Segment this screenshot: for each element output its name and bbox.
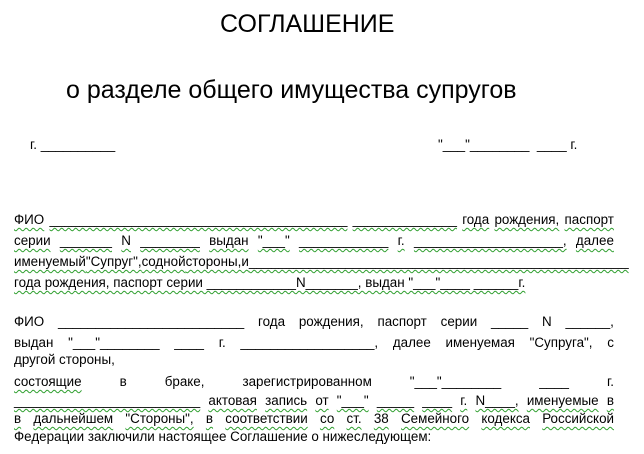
party2-line-3: другой стороны, <box>14 352 115 367</box>
party2-line-5: _________________________ актовая запись от "___" _____ ____ г. N____, именуемые в <box>14 393 614 408</box>
party2-line-2: выдан "___"________ ____ г. __________________, далее именуемая "Супруга", с <box>14 335 614 350</box>
party1-line-1: ФИО ________________________________________ ______________ года рождения, паспорт <box>14 212 614 227</box>
party2-line-1: ФИО _________________________ года рождения, паспорт серии _____ N ______, <box>14 314 614 329</box>
party1-line-2: серии _______ N ________ выдан "___" ____________ г. ____________________, далее <box>14 233 614 248</box>
place-field: г. __________ <box>30 137 116 152</box>
document-title: СОГЛАШЕНИЕ <box>220 10 395 38</box>
document-subtitle: о разделе общего имущества супругов <box>66 76 517 104</box>
party2-line-6: в дальнейшем "Стороны", в соответствии со ст. 38 Семейного кодекса Российской <box>14 411 614 426</box>
party1-line-4: года рождения, паспорт серии ____________N_______, выдан "___"____ ______г. <box>14 275 526 290</box>
date-field: "___"________ ____ г. <box>438 137 578 152</box>
party2-line-4: состоящие в браке, зарегистрированном "___"________ ____ г. <box>14 374 614 389</box>
party1-line-3: именуемый "Супруг", с одной стороны, и ___________________________________________________ <box>14 254 629 269</box>
party2-line-7: Федерации заключили настоящее Соглашение о нижеследующем: <box>14 429 432 444</box>
